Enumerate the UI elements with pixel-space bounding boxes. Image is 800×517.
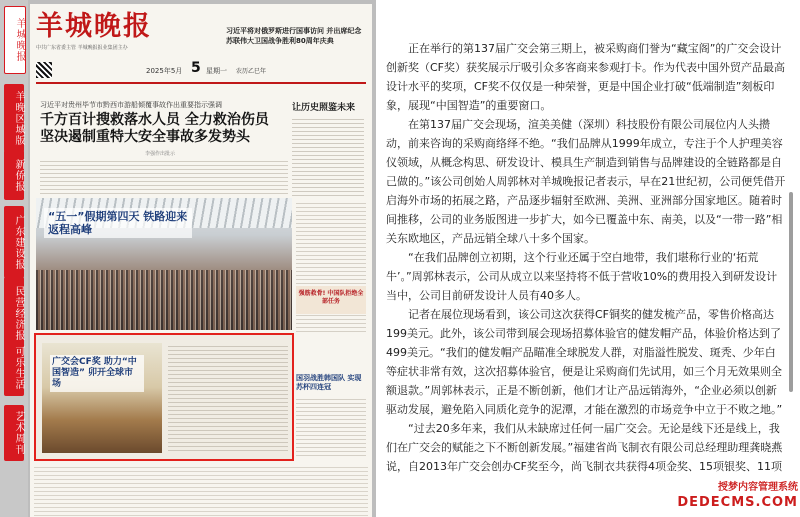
scrollbar-thumb[interactable]	[789, 192, 793, 392]
top-right-headline[interactable]: 习近平将对俄罗斯进行国事访问 并出席纪念苏联伟大卫国战争胜利80周年庆典	[226, 27, 362, 45]
article-paragraph: 在第137届广交会现场，渲美美健（深圳）科技股份有限公司展位内人头攒动，前来咨询的采购商络绎不绝。“我们品牌从1999年成立，专注于个人护理美容仪领域，从概念构思、研发设计、模具生产制造到销售与品牌建设的全链路都是自己做的。”该公司创始人周郭林对羊城晚报记者表示，早在21世纪初，公司便凭借开启海外市场的拓展之路，产品逐步辐射至欧洲、美洲、亚洲部分国家地区。随着时间推移，公司的业务版图进一步扩大，如今已覆盖中东、南美，以及“一带一路”相关东欧地区，产品远销全球八十多个国家。	[386, 118, 786, 245]
lead-byline: 李强作出批示	[144, 151, 175, 157]
lead-headline-line1: 千方百计搜救落水人员 全力救治伤员	[40, 112, 269, 128]
feature-headline: 广交会CF奖 助力“中国智造” 卯开全球市场	[50, 355, 144, 392]
tab-yangcheng-evening[interactable]: 羊城晚报	[4, 6, 26, 74]
lead-headline-line2: 坚决遏制重特大安全事故多发势头	[40, 129, 250, 145]
tab-guangdong-construction[interactable]: 广东建设报	[4, 206, 24, 278]
lower-right-headline[interactable]: 国羽战胜韩国队 实现苏杯四连冠	[296, 374, 362, 391]
tab-art-weekly[interactable]: 艺术周刊	[4, 405, 24, 461]
newspaper-page-image[interactable]	[30, 4, 372, 517]
watermark-line2: DEDECMS.COM	[677, 495, 798, 510]
tab-kele-life[interactable]: 可乐生活	[4, 340, 24, 396]
ad-block[interactable]: 强筋救骨! 中国队拒绝全部任务	[296, 286, 366, 314]
article-paragraph: “在我们品牌创立初期，这个行业还属于空白地带，我们堪称行业的‘拓荒牛’。”周郭林表示，公司从成立以来坚持将不低于营收10%的费用投入到研发设计当中，公司目前研发设计人员有40多人。	[386, 251, 778, 302]
feature-body-text	[168, 343, 288, 453]
watermark	[676, 481, 798, 515]
watermark-line1: 授梦内容管理系统	[718, 482, 798, 493]
lead-kicker[interactable]: 习近平对贵州毕节市黔西市游船倾覆事故作出重要指示强调	[40, 101, 222, 109]
crowd	[36, 270, 292, 330]
railway-photo[interactable]	[36, 198, 292, 330]
lead-headline[interactable]	[40, 112, 288, 146]
masthead-subtitle: 中共广东省委主管 羊城晚报报业集团主办	[36, 45, 128, 51]
article-text-panel	[376, 0, 800, 517]
side-headline[interactable]: 让历史照鉴未来	[292, 103, 356, 113]
article-paragraph: 记者在展位现场看到，该公司这次获得CF铜奖的健发梳产品，零售价格高达199美元。此外，该公司带到展会现场招募体验官的健发帽产品，体验价格达到了499美元。“我们的健发帽产品瞄准全球脱发人群，对脂溢性脱发、斑秃、少年白等症状非常有效，这次招募体验官，便是让采购商们先试用，如三个月无效果则全额退款。”周郭林表示，正是不断创新，他们才让产品远销海外，“企业必须以创新驱动发展，避免陷入同质化竞争的泥潭，才能在激烈的市场竞争中立于不败之地。”	[386, 308, 783, 416]
issue-date: 2025年5月	[146, 67, 183, 75]
side-body-text[interactable]	[292, 116, 364, 196]
qr-code-icon	[36, 62, 52, 78]
bottom-text-strip[interactable]	[34, 464, 368, 517]
issue-weekday: 星期一	[206, 67, 227, 75]
page-number: 5	[191, 60, 201, 76]
tab-regional-edition[interactable]: 羊晚区域版	[4, 84, 24, 152]
article-paragraph: 正在举行的第137届广交会第三期上，被采购商们誉为“藏宝阁”的广交会设计创新奖（CF奖）获奖展示厅吸引众多客商来参观打卡。作为代表中国外贸产品最高设计水平的奖项，CF奖不仅仅是一种荣誉，更是中国企业打破“低端制造”刻板印象，展现“中国智造”的重要窗口。	[386, 42, 786, 112]
lower-right-text[interactable]	[296, 396, 366, 456]
edition-tab-bar	[0, 0, 28, 517]
lunar-calendar: 农历乙巳年	[236, 68, 267, 75]
masthead-title: 羊城晚报	[36, 11, 152, 42]
article-paragraph: “过去20多年来，我们从未缺席过任何一届广交会。无论是线下还是线上，我们在广交会的赋能之下不断创新发展。”福建省尚飞制衣有限公司总经理助理龚晓燕说，自2013年广交会创办CF奖至今，尚飞制衣共获得4项金奖、15项银奖、11项	[386, 422, 783, 473]
article-body	[386, 39, 786, 476]
lead-body-text[interactable]	[40, 158, 288, 194]
issue-info-bar	[36, 62, 366, 84]
tab-new-overseas[interactable]: 新侨报	[4, 150, 24, 200]
tab-private-economy[interactable]: 民营经济报	[4, 277, 24, 349]
selected-article-highlight[interactable]	[34, 333, 294, 461]
photo-caption: “五一”假期第四天 铁路迎来返程高峰	[44, 208, 192, 238]
masthead	[36, 10, 196, 50]
